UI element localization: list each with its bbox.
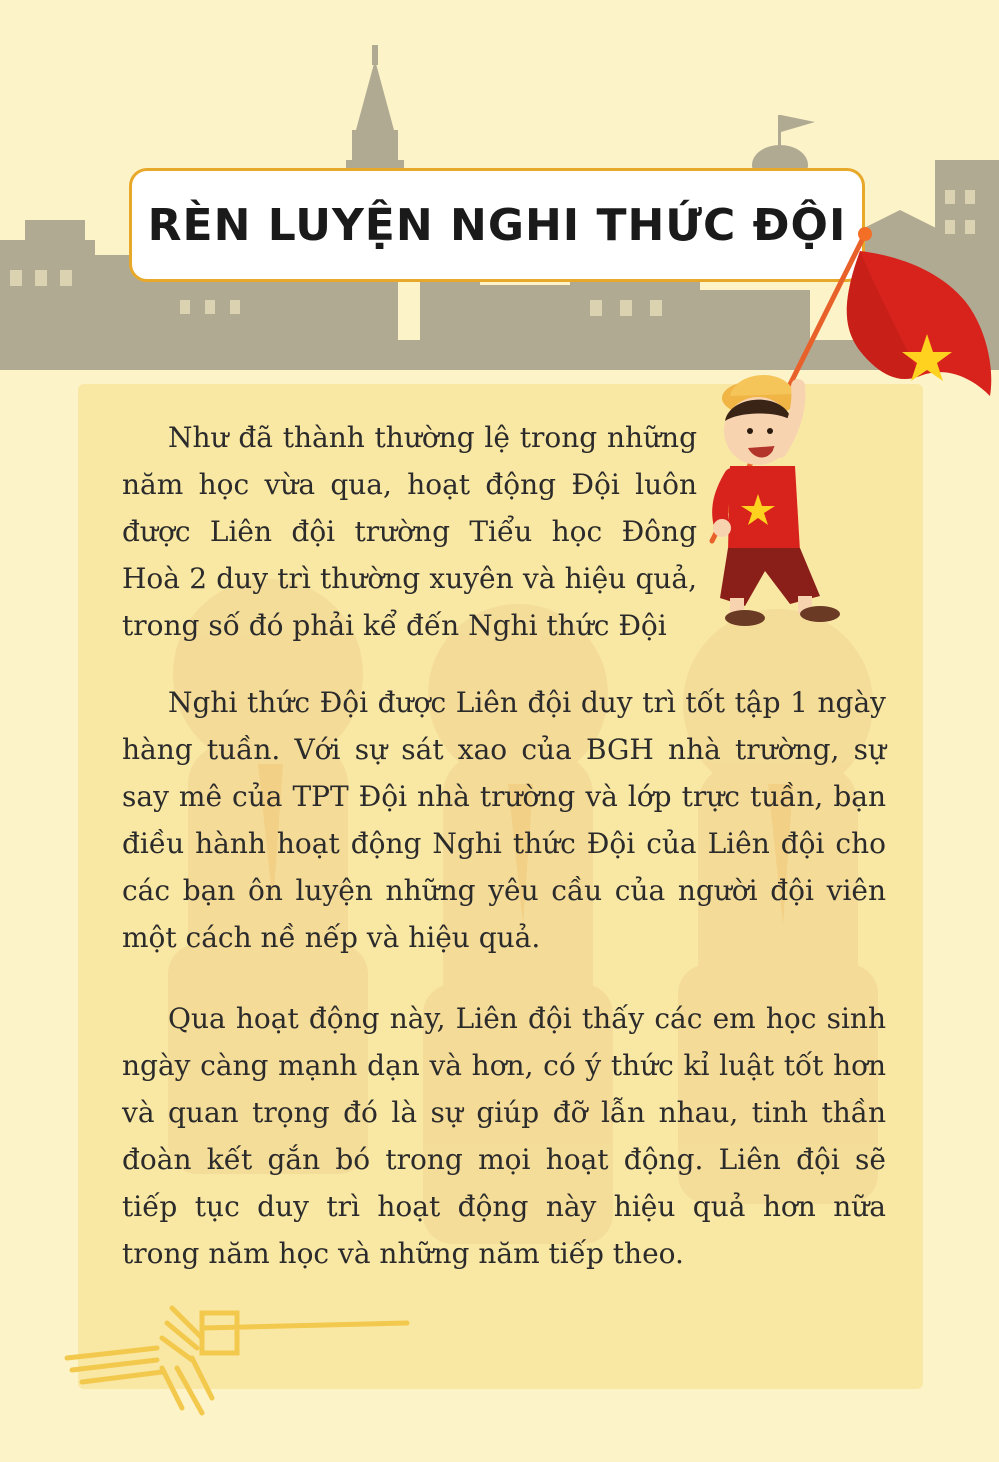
flag-kid-illustration <box>700 226 999 636</box>
paragraph-2: Nghi thức Đội được Liên đội duy trì tốt tập 1 ngày hàng tuần. Với sự sát xao của BGH nhà trường, sự say mê của TPT Đội nhà trường và lớp trực tuần, bạn điều hành hoạt động Nghi thức Đội của Liên đội cho các bạn ôn luyện những yêu cầu của người đội viên một cách nề nếp và hiệu quả. <box>122 686 886 954</box>
page-title: RÈN LUYỆN NGHI THỨC ĐỘI <box>147 199 847 251</box>
lac-bird-icon <box>62 1298 412 1423</box>
paragraph-1: Như đã thành thường lệ trong những năm học vừa qua, hoạt động Đội luôn được Liên đội trường Tiểu học Đông Hoà 2 duy trì thường xuyên và hiệu quả, trong số đó phải kể đến Nghi thức Đội <box>122 421 697 642</box>
vietnam-flag-icon <box>847 251 991 396</box>
paragraph-3: Qua hoạt động này, Liên đội thấy các em học sinh ngày càng mạnh dạn và hơn, có ý thức kỉ luật tốt hơn và quan trọng đó là sự giúp đỡ lẫn nhau, tinh thần đoàn kết gắn bó trong mọi hoạt động. Liên đội sẽ tiếp tục duy trì hoạt động này hiệu quả hơn nữa trong năm học và những năm tiếp theo. <box>122 1002 886 1270</box>
